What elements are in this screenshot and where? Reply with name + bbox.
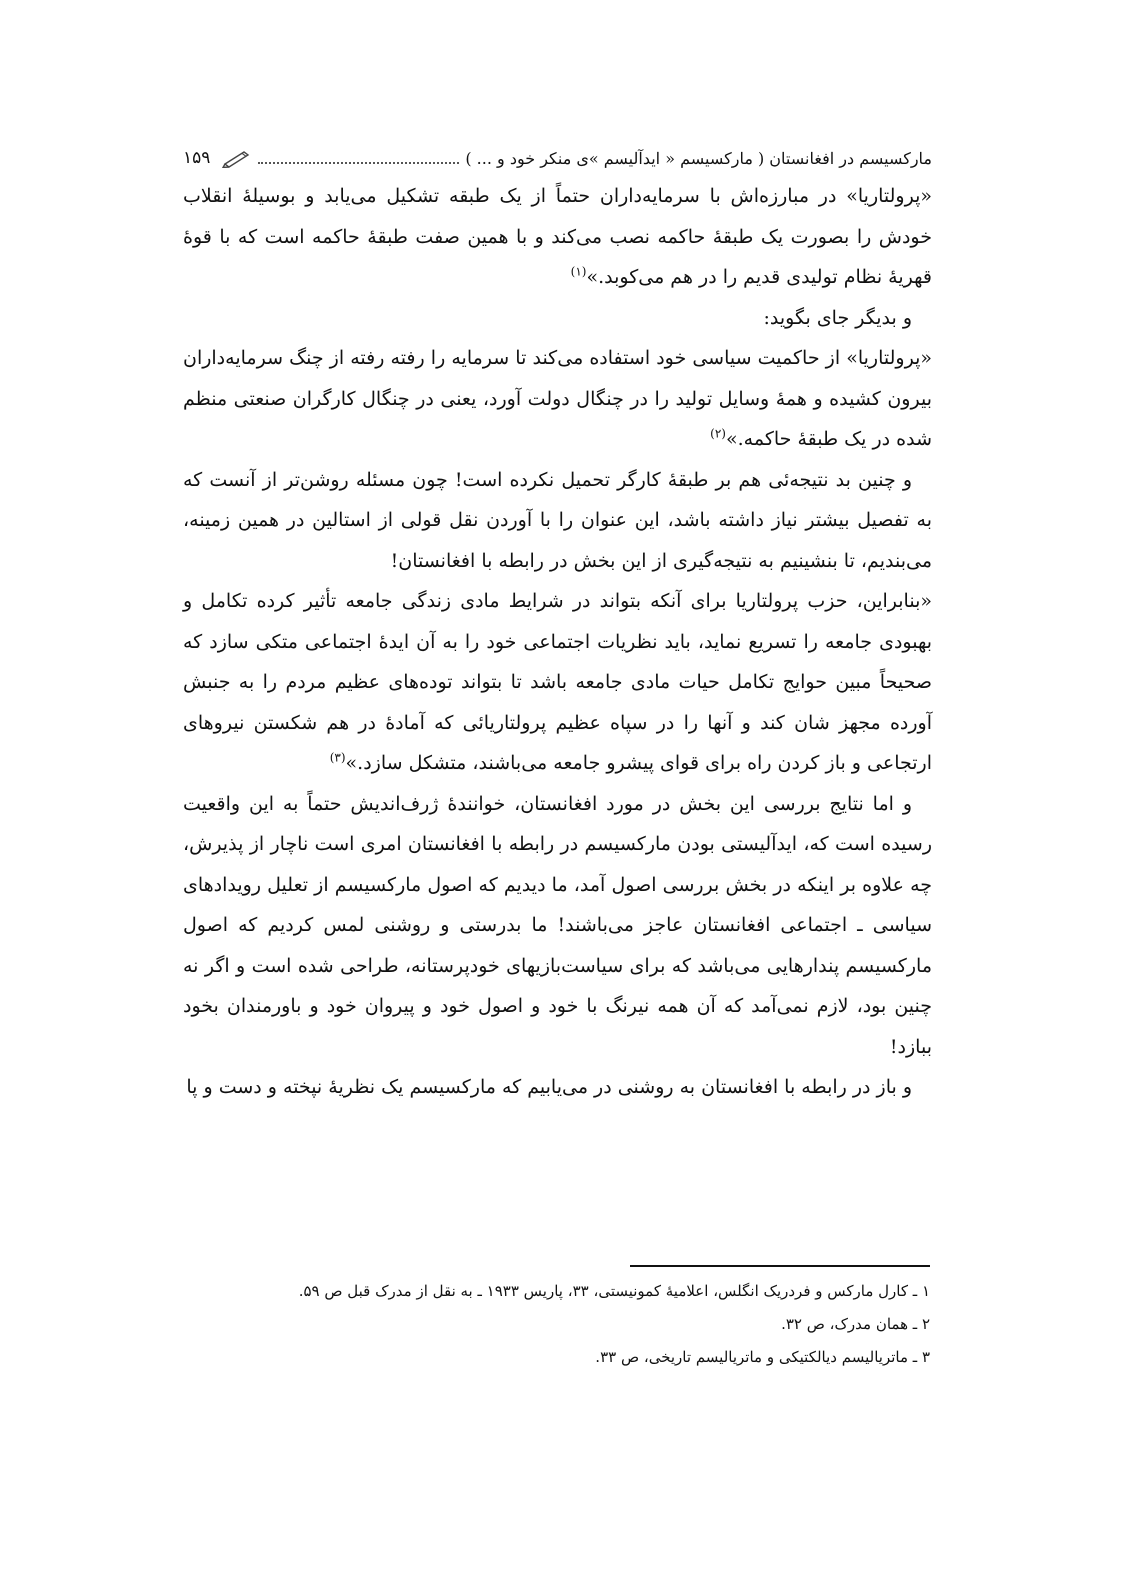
paragraph-4: و چنین بد نتیجه‌ئی هم بر طبقهٔ کارگر تحمیل نکرده است! چون مسئله روشن‌تر از آنست که به تفصیل بیشتر نیاز داشته باشد، این عنوان را با آوردن نقل قولی از استالین در همین زمینه، می‌بندیم، تا بنشینیم به نتیجه‌گیری از این بخش در رابطه با افغانستان! — [183, 468, 932, 572]
footnote-divider — [630, 1265, 930, 1267]
running-header — [183, 141, 932, 175]
header-dot-leader — [258, 152, 459, 164]
footnote-2: ۲ ـ همان مدرک، ص ۳۲. — [781, 1315, 930, 1333]
quote-paragraph-1 — [183, 176, 932, 298]
paragraph-6: و اما نتایج بررسی این بخش در مورد افغانستان، خوانندهٔ ژرف‌اندیش حتماً به این واقعیت رسیده است که، ایدآلیستی بودن مارکسیسم در رابطه با افغانستان امری است ناچار از پذیرش، چه علاوه بر اینکه در بخش بررسی اصول آمد، ما دیدیم که اصول مارکسیسم از تعلیل رویدادهای سیاسی ـ اجتماعی افغانستان عاجز می‌باشند! ما بدرستی و روشنی لمس کردیم که اصول مارکسیسم پندارهایی می‌باشد که برای سیاست‌بازیهای خودپرستانه، طراحی شده است و اگر نه چنین بود، لازم نمی‌آمد که آن همه نیرنگ با خود و اصول خود و پیروان خود و باورمندان بخود ببازد! — [183, 792, 932, 1058]
footnote-ref-2: (۲) — [710, 426, 726, 441]
quote-paragraph-1-text: «پرولتاریا» در مبارزه‌اش با سرمایه‌داران حتماً از یک طبقه تشکیل می‌یابد و بوسیلهٔ انقلاب خودش را بصورت یک طبقهٔ حاکمه نصب می‌کند و با همین صفت طبقهٔ حاکمه است که با قوهٔ قهریهٔ نظام تولیدی قدیم را در هم می‌کوبد.» — [183, 185, 932, 288]
footnote-1: ۱ ـ کارل مارکس و فردریک انگلس، اعلامیهٔ کمونیستی، ۳۳، پاریس ۱۹۳۳ ـ به نقل از مدرک قبل ص ۵۹. — [298, 1282, 930, 1300]
quote-paragraph-3-text: «پرولتاریا» از حاکمیت سیاسی خود استفاده می‌کند تا سرمایه را رفته رفته از چنگ سرمایه‌داران بیرون کشیده و همهٔ وسایل تولید را در چنگال دولت آورد، یعنی در چنگال کارگران صنعتی منظم شده در یک طبقهٔ حاکمه.» — [183, 347, 932, 450]
paragraph-2: و بدیگر جای بگوید: — [763, 306, 912, 329]
footnote-ref-1: (۱) — [570, 264, 587, 279]
pencil-icon — [222, 148, 252, 168]
footnote-3: ۳ ـ ماتریالیسم دیالکتیکی و ماتریالیسم تاریخی، ص ۳۳. — [595, 1348, 930, 1366]
main-text — [183, 176, 932, 1108]
header-title: مارکسیسم در افغانستان ( مارکسیسم « ایدآلیسم »ی منکر خود و ... ) — [465, 148, 932, 168]
footnote-ref-3: (۳) — [329, 750, 346, 765]
quote-paragraph-3 — [183, 338, 932, 460]
paragraph-7: و باز در رابطه با افغانستان به روشنی در می‌یابیم که مارکسیسم یک نظریهٔ نپخته و دست و پا — [186, 1076, 912, 1098]
page-number: ۱۵۹ — [183, 148, 211, 168]
footnotes — [183, 1275, 930, 1374]
quote-paragraph-5 — [183, 581, 932, 784]
quote-paragraph-5-text: «بنابراین، حزب پرولتاریا برای آنکه بتواند در شرایط مادی زندگی جامعه تأثیر کرده تکامل و بهبودی جامعه را تسریع نماید، باید نظریات اجتماعی خود را به آن ایدهٔ اجتماعی متکی سازد که صحیحاً مبین حوایج تکامل حیات مادی جامعه باشد تا بتواند توده‌های عظیم مردم را به جنبش آورده مجهز شان کند و آنها را در سپاه عظیم پرولتاریائی که آمادهٔ در هم شکستن نیروهای ارتجاعی و باز کردن راه برای قوای پیشرو جامعه می‌باشند، متشکل سازد.» — [183, 590, 932, 774]
